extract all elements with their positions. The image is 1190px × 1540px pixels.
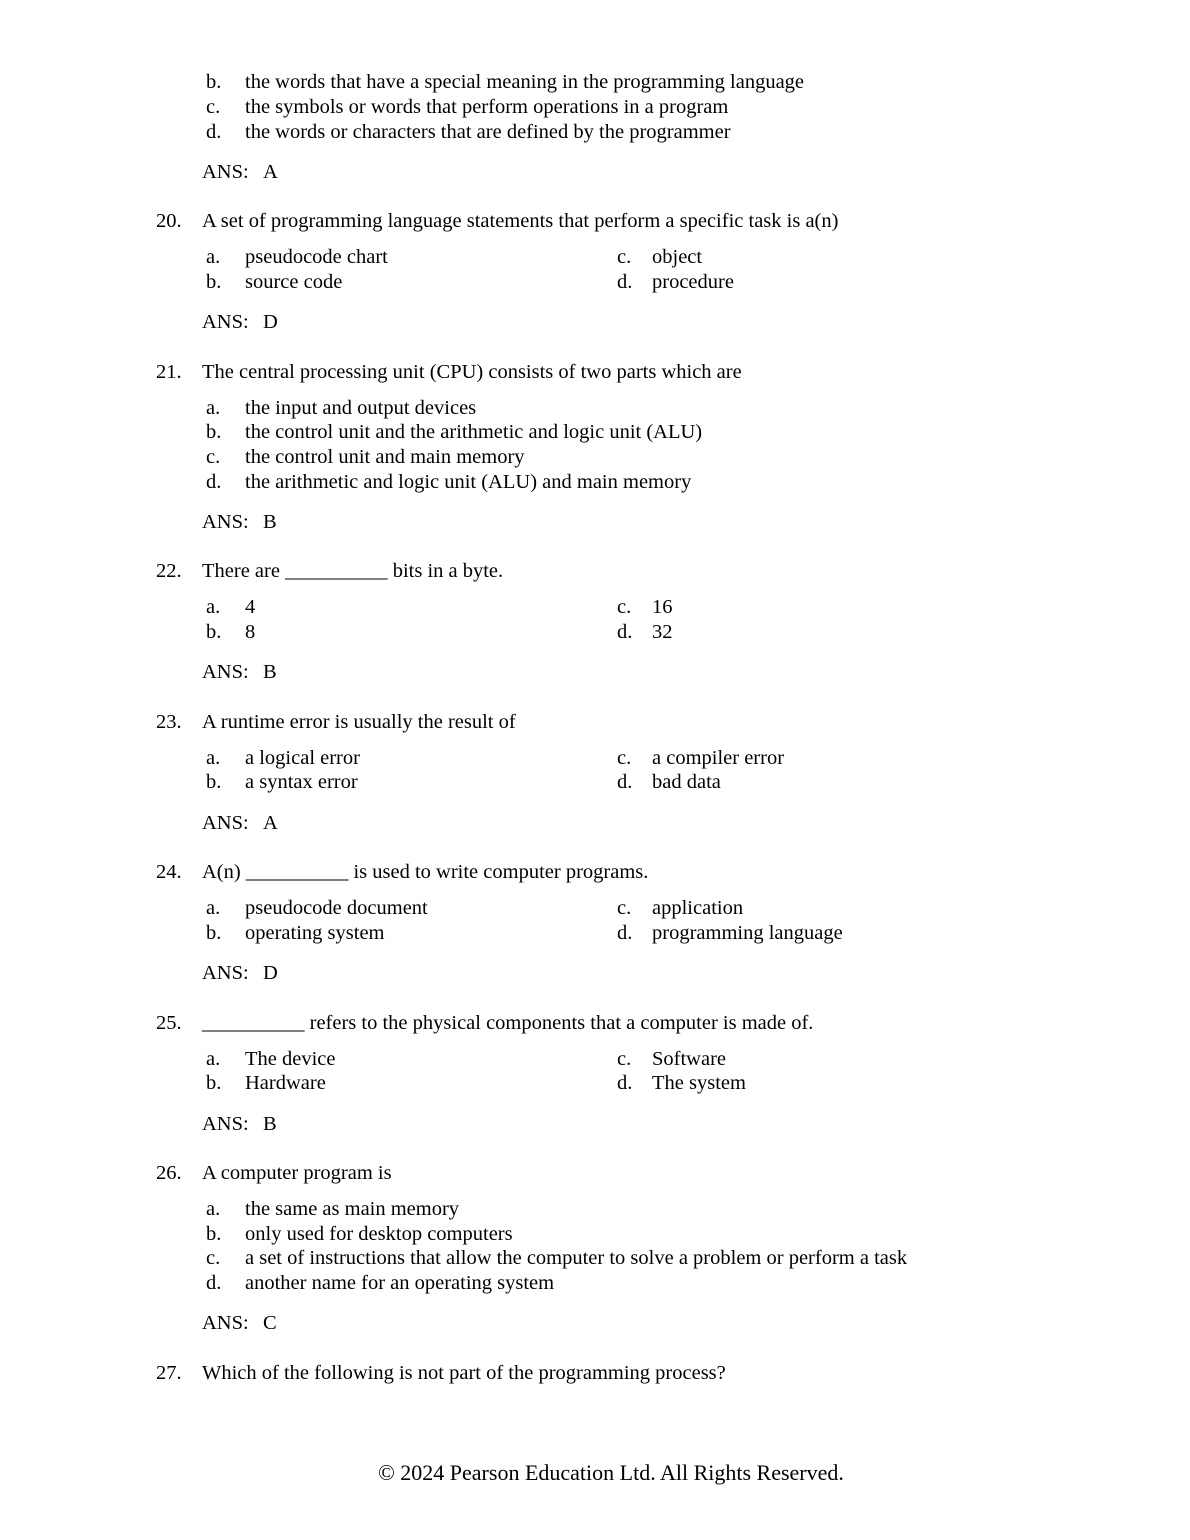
question-text: The central processing unit (CPU) consists of two parts which are [202,361,742,383]
question-number: 27. [156,1362,182,1384]
question-text: __________ refers to the physical components that a computer is made of. [202,1012,814,1034]
question-text: A set of programming language statements that perform a specific task is a(n) [202,210,839,232]
question-number: 20. [156,210,182,232]
question-number: 26. [156,1162,182,1184]
question-text: A runtime error is usually the result of [202,711,516,733]
question-text: There are __________ bits in a byte. [202,560,504,582]
question-text: Which of the following is not part of the programming process? [202,1362,726,1384]
question-number: 25. [156,1012,182,1034]
copyright-footer: © 2024 Pearson Education Ltd. All Rights Reserved. [378,1460,844,1485]
question-number: 22. [156,560,182,582]
question-text: A computer program is [202,1162,392,1184]
question-number: 24. [156,861,182,883]
question-text: A(n) __________ is used to write computer programs. [202,861,649,883]
question-number: 23. [156,711,182,733]
question-number: 21. [156,361,182,383]
